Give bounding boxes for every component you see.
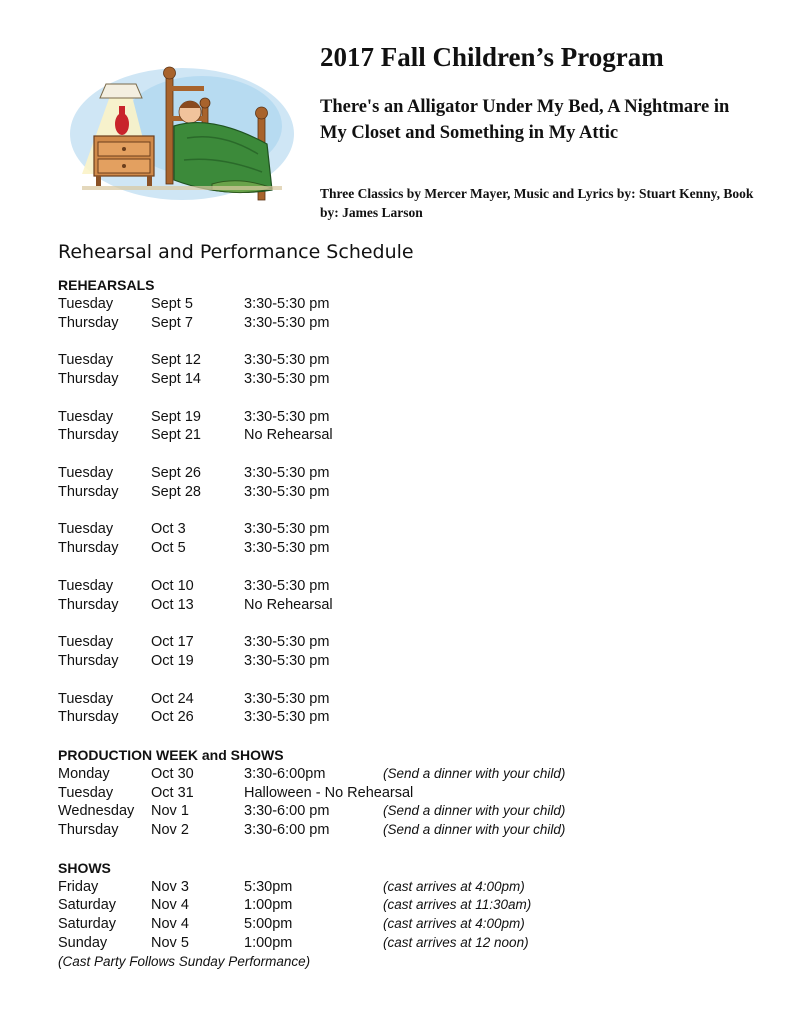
schedule-row [58, 784, 758, 803]
schedule-row [58, 915, 758, 934]
time-cell: 3:30-5:30 pm [244, 352, 330, 369]
note-cell: (cast arrives at 4:00pm) [383, 878, 525, 894]
time-cell: 3:30-5:30 pm [244, 709, 330, 726]
date-cell: Oct 19 [151, 652, 194, 669]
day-cell: Saturday [58, 897, 117, 914]
day-cell: Monday [58, 765, 110, 782]
time-cell: 3:30-5:30 pm [244, 634, 330, 651]
rehearsal-list [58, 295, 758, 746]
schedule-heading: Rehearsal and Performance Schedule [58, 241, 414, 263]
date-cell: Sept 7 [151, 314, 193, 331]
time-cell: 3:30-5:30 pm [244, 577, 330, 594]
date-cell: Oct 13 [151, 596, 194, 613]
note-cell: (cast arrives at 12 noon) [383, 934, 529, 950]
schedule-row [58, 934, 758, 953]
day-cell: Saturday [58, 916, 117, 933]
day-cell: Sunday [58, 934, 108, 951]
time-cell: 5:30pm [244, 878, 293, 895]
date-cell: Sept 5 [151, 295, 193, 312]
schedule-row [58, 577, 758, 596]
production-list [58, 765, 758, 840]
date-cell: Nov 1 [151, 803, 189, 820]
day-cell: Thursday [58, 427, 119, 444]
day-cell: Tuesday [58, 464, 114, 481]
time-cell: 5:00pm [244, 916, 293, 933]
schedule-row [58, 351, 758, 370]
day-cell: Tuesday [58, 690, 114, 707]
note-cell: (Send a dinner with your child) [383, 803, 566, 819]
shows-heading: SHOWS [58, 859, 111, 876]
day-cell: Thursday [58, 370, 119, 387]
date-cell: Oct 31 [151, 784, 194, 801]
day-cell: Tuesday [58, 577, 114, 594]
date-cell: Oct 26 [151, 709, 194, 726]
shows-list [58, 878, 758, 953]
rehearsals-heading: REHEARSALS [58, 277, 155, 293]
time-cell: No Rehearsal [244, 596, 333, 613]
date-cell: Nov 2 [151, 822, 189, 839]
date-cell: Sept 19 [151, 408, 201, 425]
day-cell: Tuesday [58, 295, 114, 312]
schedule-row [58, 295, 758, 314]
show-title: There's an Alligator Under My Bed, A Nightmare in My Closet and Something in My Attic [320, 97, 730, 143]
schedule-row [58, 690, 758, 709]
time-cell: 3:30-5:30 pm [244, 483, 330, 500]
cast-party-note: (Cast Party Follows Sunday Performance) [58, 953, 311, 969]
date-cell: Oct 10 [151, 577, 194, 594]
date-cell: Nov 5 [151, 934, 189, 951]
time-cell: 3:30-5:30 pm [244, 540, 330, 557]
time-cell: 3:30-5:30 pm [244, 408, 330, 425]
day-cell: Thursday [58, 314, 119, 331]
schedule-row [58, 633, 758, 652]
schedule-row [58, 464, 758, 483]
note-cell: (Send a dinner with your child) [383, 822, 566, 838]
schedule-row [58, 765, 758, 784]
production-heading: PRODUCTION WEEK and SHOWS [58, 746, 284, 763]
time-cell: No Rehearsal [244, 427, 333, 444]
day-cell: Tuesday [58, 408, 114, 425]
schedule-row [58, 652, 758, 671]
day-cell: Friday [58, 878, 99, 895]
date-cell: Oct 5 [151, 540, 186, 557]
date-cell: Sept 26 [151, 464, 201, 481]
schedule-row [58, 520, 758, 539]
schedule-row [58, 708, 758, 727]
time-cell: 3:30-5:30 pm [244, 652, 330, 669]
date-cell: Oct 17 [151, 634, 194, 651]
date-cell: Nov 4 [151, 916, 189, 933]
schedule-row [58, 408, 758, 427]
date-cell: Sept 21 [151, 427, 201, 444]
date-cell: Oct 3 [151, 521, 186, 538]
program-title: 2017 Fall Children’s Program [320, 42, 664, 72]
day-cell: Thursday [58, 596, 119, 613]
time-cell: Halloween - No Rehearsal [244, 784, 414, 801]
time-cell: 3:30-5:30 pm [244, 690, 330, 707]
schedule-row [58, 596, 758, 615]
day-cell: Wednesday [58, 803, 135, 820]
time-cell: 1:00pm [244, 897, 293, 914]
schedule-row [58, 314, 758, 333]
time-cell: 3:30-5:30 pm [244, 295, 330, 312]
schedule-row [58, 896, 758, 915]
time-cell: 3:30-5:30 pm [244, 521, 330, 538]
time-cell: 1:00pm [244, 934, 293, 951]
time-cell: 3:30-5:30 pm [244, 314, 330, 331]
date-cell: Oct 24 [151, 690, 194, 707]
time-cell: 3:30-6:00 pm [244, 822, 330, 839]
day-cell: Thursday [58, 709, 119, 726]
time-cell: 3:30-5:30 pm [244, 370, 330, 387]
day-cell: Tuesday [58, 521, 114, 538]
day-cell: Tuesday [58, 352, 114, 369]
note-cell: (Send a dinner with your child) [383, 765, 566, 781]
date-cell: Nov 4 [151, 897, 189, 914]
credits: Three Classics by Mercer Mayer, Music and Lyrics by: Stuart Kenny, Book by: James Larson [320, 186, 754, 220]
schedule [58, 276, 758, 971]
schedule-row [58, 426, 758, 445]
date-cell: Sept 14 [151, 370, 201, 387]
day-cell: Thursday [58, 540, 119, 557]
date-cell: Oct 30 [151, 765, 194, 782]
note-cell: (cast arrives at 4:00pm) [383, 916, 525, 932]
day-cell: Tuesday [58, 784, 114, 801]
schedule-row [58, 878, 758, 897]
note-cell: (cast arrives at 11:30am) [383, 897, 532, 913]
day-cell: Thursday [58, 822, 119, 839]
date-cell: Nov 3 [151, 878, 189, 895]
day-cell: Tuesday [58, 634, 114, 651]
date-cell: Sept 12 [151, 352, 201, 369]
day-cell: Thursday [58, 652, 119, 669]
schedule-row [58, 821, 758, 840]
schedule-row [58, 483, 758, 502]
time-cell: 3:30-6:00pm [244, 765, 326, 782]
schedule-row [58, 539, 758, 558]
day-cell: Thursday [58, 483, 119, 500]
schedule-row [58, 802, 758, 821]
time-cell: 3:30-6:00 pm [244, 803, 330, 820]
schedule-row [58, 370, 758, 389]
bed-alligator-illustration [62, 56, 302, 206]
time-cell: 3:30-5:30 pm [244, 464, 330, 481]
date-cell: Sept 28 [151, 483, 201, 500]
